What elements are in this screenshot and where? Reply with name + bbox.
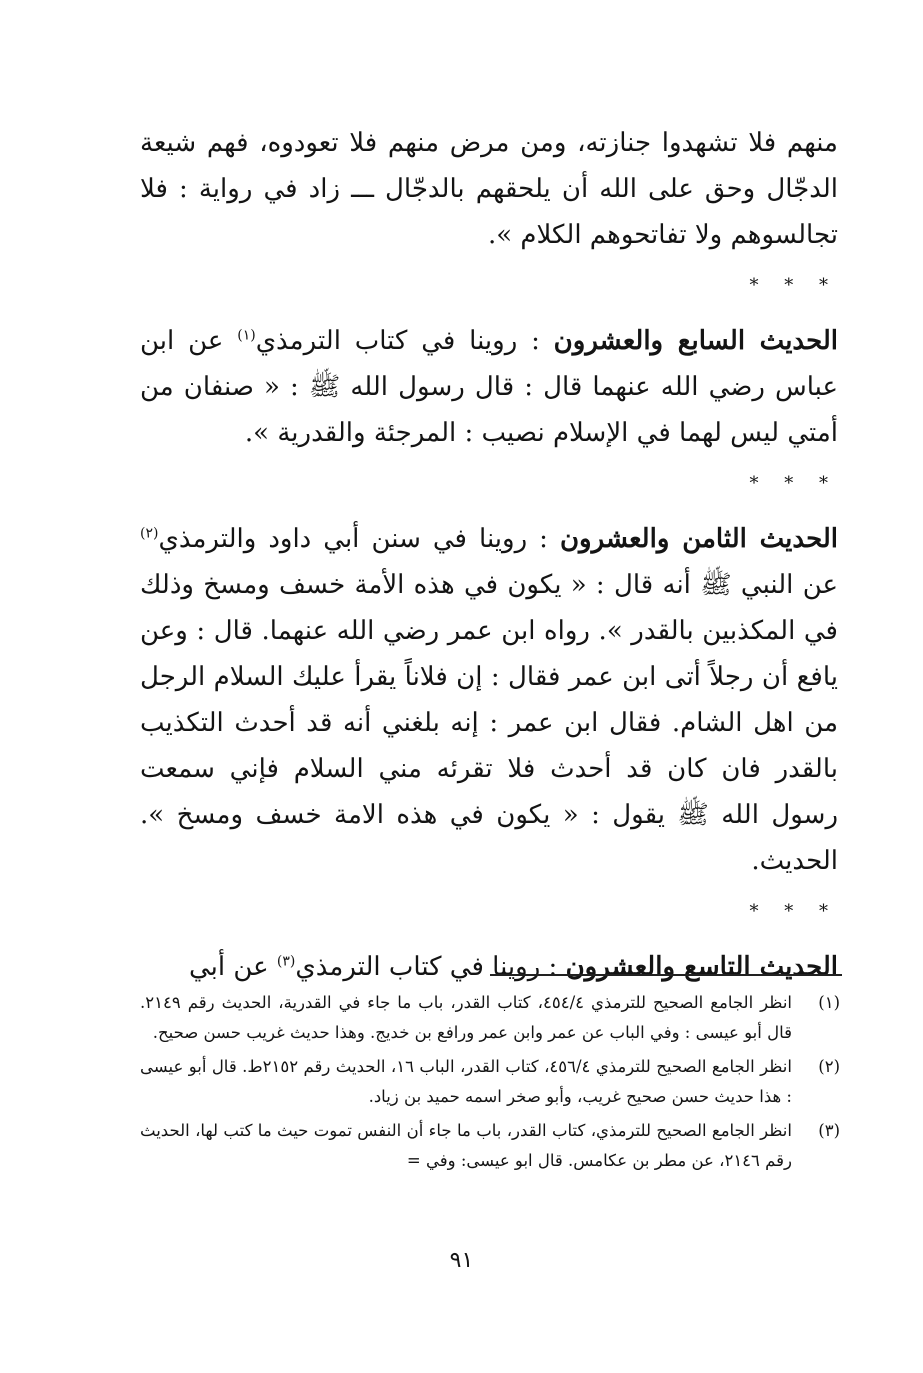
footnote (140, 1052, 840, 1112)
footnote-number: (٣) (818, 1121, 840, 1140)
section-separator: * * * (749, 473, 838, 494)
opening-paragraph: منهم فلا تشهدوا جنازته، ومن مرض منهم فلا تعودوه، فهم شيعة الدجّال وحق على الله أن يلحقهم بالدجّال ـــ زاد في رواية : فلا تجالسوهم ولا تفاتحوهم الكلام ». (140, 128, 838, 250)
footnote-number: (٢) (818, 1057, 840, 1076)
footnote-ref-2: (٢) (140, 525, 159, 542)
page-number: ٩١ (449, 1248, 474, 1273)
hadith-29-heading: الحديث التاسع والعشرون (565, 952, 838, 982)
footnote-text: انظر الجامع الصحيح للترمذي، كتاب القدر، باب ما جاء أن النفس تموت حيث ما كتب لها، الحديث رقم ٢١٤٦، عن مطر بن عكامس. قال ابو عيسى: وفي = (140, 1121, 792, 1170)
footnote (140, 988, 840, 1048)
footnote-ref-3: (٣) (276, 953, 296, 970)
section-separator: * * * (749, 275, 838, 296)
footnote-divider (490, 974, 842, 976)
main-text (140, 120, 838, 990)
hadith-27-intro: : روينا في كتاب الترمذي (255, 326, 554, 356)
hadith-28-body: عن النبي ﷺ أنه قال : « يكون في هذه الأمة خسف ومسخ وذلك في المكذبين بالقدر ». رواه ابن عمر رضي الله عنهما. قال : وعن يافع أن رجلاً أتى ابن عمر فقال : إن فلاناً يقرأ عليك السلام الرجل من اهل الشام. فقال ابن عمر : إنه بلغني أنه قد أحدث التكذيب بالقدر فان كان قد أحدث فلا تقرئه مني السلام فإني سمعت رسول الله ﷺ يقول : « يكون في هذه الامة خسف ومسخ ». الحديث. (140, 570, 838, 876)
hadith-27-paragraph (140, 318, 838, 456)
hadith-28-heading: الحديث الثامن والعشرون (559, 524, 838, 554)
hadith-27-heading: الحديث السابع والعشرون (553, 326, 839, 356)
hadith-29-paragraph (140, 944, 838, 990)
footnotes (140, 988, 840, 1180)
footnote-text: انظر الجامع الصحيح للترمذي ٤٥٤/٤، كتاب القدر، باب ما جاء في القدرية، الحديث رقم ٢١٤٩. قال أبو عيسى : وفي الباب عن عمر وابن عمر ورافع بن خديج. وهذا حديث غريب حسن صحيح. (140, 993, 792, 1042)
footnote-text: انظر الجامع الصحيح للترمذي ٤٥٦/٤، كتاب القدر، الباب ١٦، الحديث رقم ٢١٥٢ط. قال أبو عيسى : هذا حديث حسن صحيح غريب، وأبو صخر اسمه حميد بن زياد. (140, 1057, 792, 1106)
hadith-27-body: عن ابن عباس رضي الله عنهما قال : قال رسول الله ﷺ : « صنفان من أمتي ليس لهما في الإسلام نصيب : المرجئة والقدرية ». (140, 326, 838, 448)
hadith-29-body: عن أبي (188, 952, 277, 982)
hadith-28-paragraph (140, 516, 838, 884)
footnote-number: (١) (818, 993, 840, 1012)
section-separator: * * * (749, 901, 838, 922)
footnote-ref-1: (١) (237, 327, 256, 344)
hadith-29-intro: : روينا في كتاب الترمذي (295, 952, 566, 982)
hadith-28-intro: : روينا في سنن أبي داود والترمذي (158, 524, 560, 554)
footnote (140, 1116, 840, 1176)
